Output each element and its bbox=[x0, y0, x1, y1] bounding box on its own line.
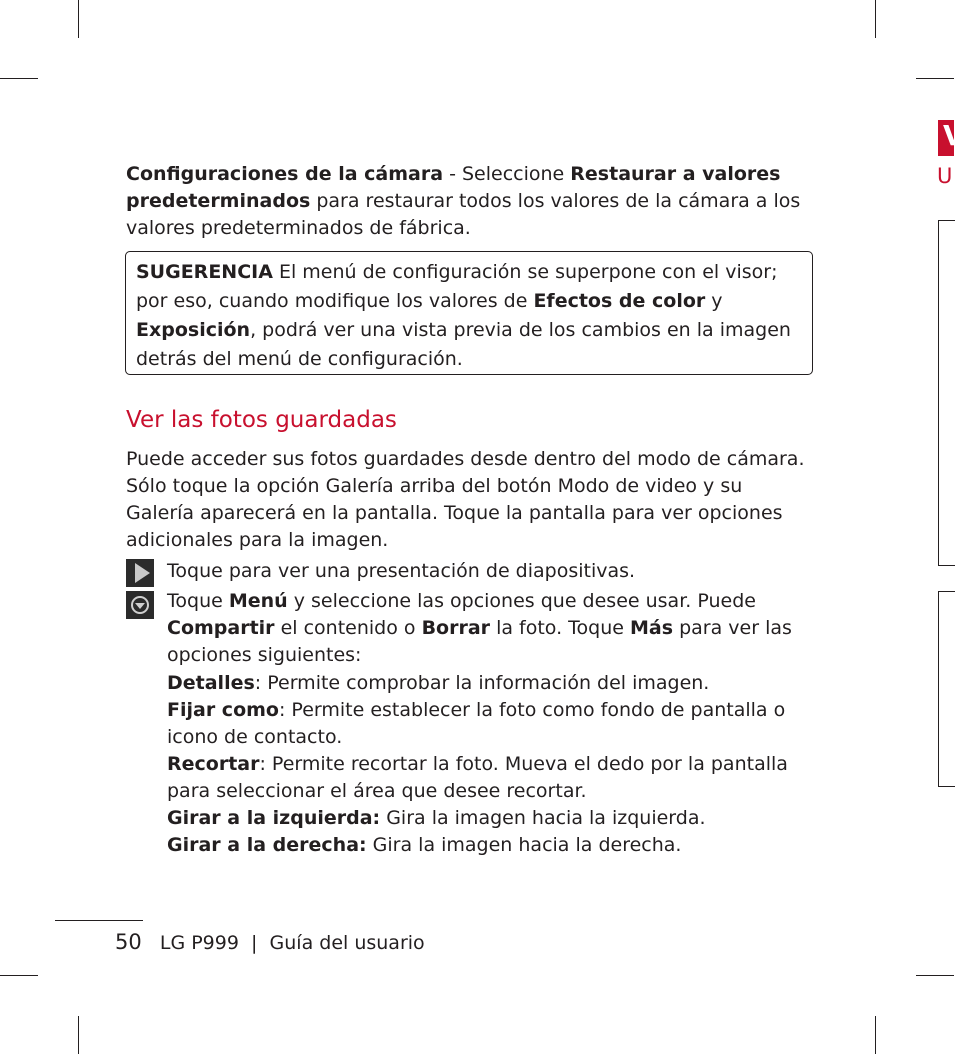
option-label: Fijar como bbox=[167, 699, 279, 721]
option-desc: : Permite comprobar la información del imagen. bbox=[254, 672, 710, 694]
tip-term-exposure: Exposición bbox=[136, 319, 251, 341]
section-heading: Ver las fotos guardadas bbox=[126, 407, 397, 433]
crop-mark bbox=[916, 78, 954, 79]
camera-settings-paragraph bbox=[126, 161, 816, 242]
option-desc: : Permite establecer la foto como fondo de pantalla o icono de contacto. bbox=[167, 699, 786, 748]
menu-text: la foto. Toque bbox=[490, 617, 631, 639]
option-desc: Gira la imagen hacia la izquierda. bbox=[380, 807, 706, 829]
chapter-letter: U bbox=[937, 164, 953, 188]
play-icon bbox=[126, 559, 154, 587]
section-intro: Puede acceder sus fotos guardades desde dentro del modo de cámara. Sólo toque la opción Galería arriba del botón Modo de video y su Galería aparecerá en la pantalla. Toque la pantalla para ver opciones adicionales para la imagen. bbox=[126, 448, 805, 551]
menu-text: para ver las opciones siguientes: bbox=[167, 617, 792, 666]
footer bbox=[115, 927, 425, 958]
tip-text: , podrá ver una vista previa de los cambios en la imagen detrás del menú de configuración. bbox=[136, 319, 791, 370]
footer-model: LG P999 bbox=[159, 932, 239, 954]
crop-mark bbox=[916, 975, 954, 976]
option-label: Recortar bbox=[167, 753, 260, 775]
option-rotate-right bbox=[167, 832, 817, 859]
crop-mark bbox=[875, 1016, 876, 1054]
tip-text: El menú de configuración se superpone con el visor; por eso, cuando modifique los valores de bbox=[136, 261, 778, 312]
side-bracket bbox=[938, 220, 955, 566]
menu-icon bbox=[126, 591, 154, 619]
crop-mark bbox=[875, 0, 876, 38]
menu-text: y seleccione las opciones que desee usar. Puede bbox=[287, 590, 756, 612]
crop-mark bbox=[0, 975, 38, 976]
tip-term-color-effects: Efectos de color bbox=[533, 290, 706, 312]
page-number: 50 bbox=[115, 930, 142, 954]
more-term: Más bbox=[630, 617, 674, 639]
menu-term: Menú bbox=[228, 590, 288, 612]
crop-mark bbox=[78, 1016, 79, 1054]
option-rotate-left bbox=[167, 805, 817, 832]
menu-text: el contenido o bbox=[274, 617, 422, 639]
crop-mark bbox=[78, 0, 79, 38]
option-label: Girar a la izquierda: bbox=[167, 807, 381, 829]
camera-settings-title: Configuraciones de la cámara bbox=[126, 163, 444, 185]
option-desc: Gira la imagen hacia la derecha. bbox=[366, 834, 682, 856]
option-set-as bbox=[167, 697, 817, 751]
option-label: Girar a la derecha: bbox=[167, 834, 367, 856]
option-label: Detalles bbox=[167, 672, 255, 694]
delete-term: Borrar bbox=[421, 617, 491, 639]
tip-box bbox=[125, 251, 813, 375]
option-crop bbox=[167, 751, 817, 805]
footer-guide: Guía del usuario bbox=[269, 932, 425, 954]
footer-rule bbox=[55, 920, 143, 921]
menu-text: Toque bbox=[167, 590, 229, 612]
camera-settings-text: para restaurar todos los valores de la cámara a los valores predeterminados de fábrica. bbox=[126, 190, 801, 239]
option-desc: : Permite recortar la foto. Mueva el dedo por la pantalla para seleccionar el área que desee recortar. bbox=[167, 753, 788, 802]
crop-mark bbox=[0, 78, 38, 79]
tip-joiner: y bbox=[705, 290, 723, 312]
share-term: Compartir bbox=[167, 617, 275, 639]
restore-defaults-option: Restaurar a valores predeterminados bbox=[126, 163, 781, 212]
camera-settings-text: - Seleccione bbox=[443, 163, 571, 185]
option-details bbox=[167, 670, 817, 697]
slideshow-text: Toque para ver una presentación de diapositivas. bbox=[167, 560, 636, 582]
side-bracket bbox=[938, 591, 955, 787]
footer-separator: | bbox=[251, 932, 258, 954]
tip-label: SUGERENCIA bbox=[136, 261, 273, 283]
chapter-tab-letter: V bbox=[943, 119, 965, 152]
menu-item-text bbox=[167, 588, 817, 669]
